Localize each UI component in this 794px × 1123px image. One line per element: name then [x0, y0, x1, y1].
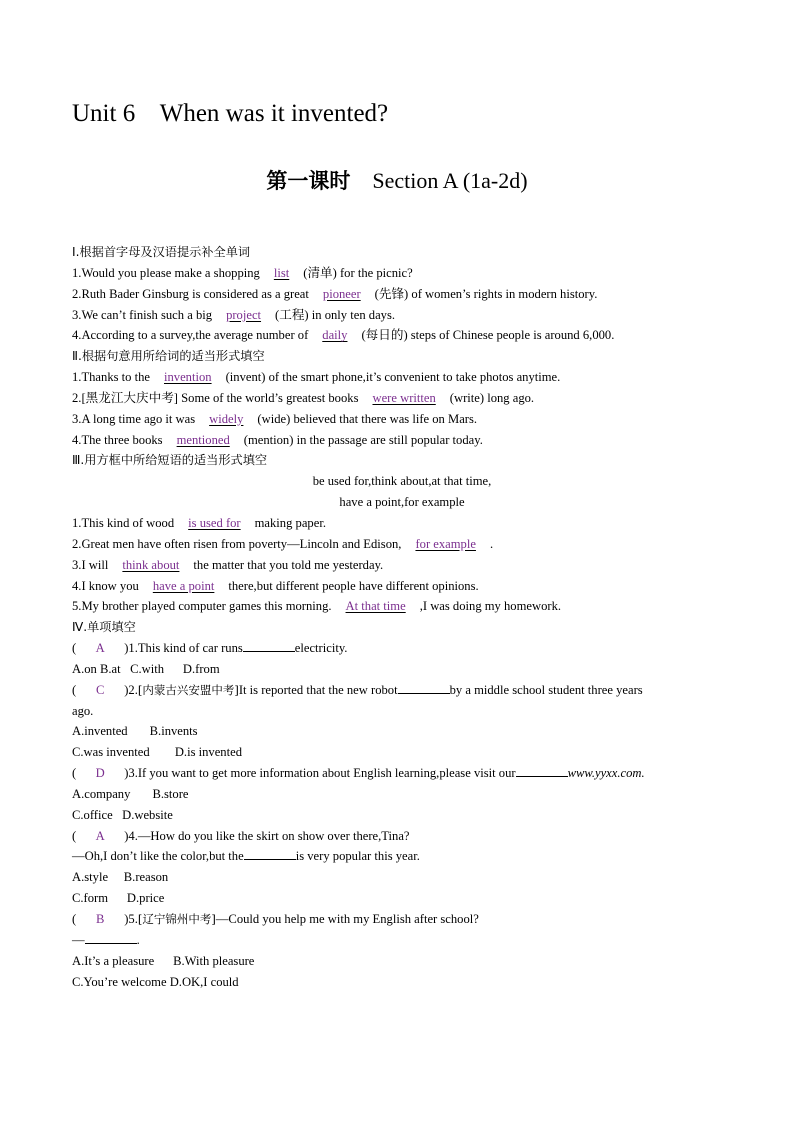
unit-title: Unit 6 When was it invented?: [72, 100, 389, 127]
answer: is used for: [188, 515, 241, 530]
blank: [398, 681, 450, 694]
part3-item-1: 1.This kind of wood is used for making paper.: [72, 513, 732, 534]
blank: [244, 847, 296, 860]
part3-item-5: 5.My brother played computer games this morning. At that time ,I was doing my homework.: [72, 596, 732, 617]
q3-stem: ( D )3.If you want to get more information about English learning,please visit our www.yyxx.com.: [72, 763, 732, 784]
answer-choice: A: [95, 828, 105, 843]
blank: [243, 639, 295, 652]
q2-options-2: C.was invented D.is invented: [72, 745, 242, 760]
answer: list: [273, 265, 290, 280]
part1-item-3: 3.We can’t finish such a big project (工程) in only ten days.: [72, 305, 732, 326]
q4-stem: ( A )4.—How do you like the skirt on show over there,Tina?: [72, 826, 732, 847]
lesson-title: [0, 165, 794, 195]
answer-choice: B: [96, 912, 105, 926]
part2-item-3: 3.A long time ago it was widely (wide) believed that there was life on Mars.: [72, 409, 732, 430]
q5-stem: ( B )5.[辽宁锦州中考]—Could you help me with my English after school?: [72, 909, 732, 930]
blank: [85, 931, 137, 944]
part3-item-3: 3.I will think about the matter that you told me yesterday.: [72, 555, 732, 576]
q2-stem: ( C )2.[内蒙古兴安盟中考]It is reported that the new robot by a middle school student three years: [72, 680, 732, 701]
part2-item-2: 2.[黑龙江大庆中考] Some of the world’s greatest books were written (write) long ago.: [72, 388, 732, 409]
word-box-line-1: be used for,think about,at that time,: [312, 474, 492, 489]
part2-heading: Ⅱ.根据句意用所给词的适当形式填空: [72, 349, 265, 364]
answer-choice: A: [95, 641, 105, 656]
answer: think about: [122, 557, 180, 572]
source-tag: [辽宁锦州中考]: [137, 912, 216, 926]
q2-stem-cont: ago.: [72, 703, 94, 718]
q4-stem-line2: —Oh,I don’t like the color,but the is very popular this year.: [72, 849, 420, 864]
source-tag: [内蒙古兴安盟中考]: [137, 682, 239, 697]
part1-item-2: 2.Ruth Bader Ginsburg is considered as a great pioneer (先锋) of women’s rights in modern history.: [72, 284, 732, 305]
q1-stem: ( A )1.This kind of car runs electricity.: [72, 638, 732, 659]
part2-item-4: 4.The three books mentioned (mention) in the passage are still popular today.: [72, 430, 732, 451]
q1-options: A.on B.at C.with D.from: [72, 661, 220, 676]
answer: invention: [164, 370, 212, 385]
q4-options-1: A.style B.reason: [72, 870, 169, 885]
answer: pioneer: [322, 286, 361, 301]
answer: At that time: [345, 599, 406, 614]
q4-options-2: C.form D.price: [72, 891, 165, 906]
part3-heading: Ⅲ.用方框中所给短语的适当形式填空: [72, 453, 268, 468]
website-text: www.yyxx.com.: [567, 766, 645, 781]
answer: have a point: [152, 578, 215, 593]
part3-item-2: 2.Great men have often risen from poverty—Lincoln and Edison, for example .: [72, 534, 732, 555]
lesson-title-en: Section A (1a-2d): [350, 168, 528, 193]
part3-item-4: 4.I know you have a point there,but different people have different opinions.: [72, 576, 732, 597]
lesson-title-cn: 第一课时: [266, 168, 351, 193]
part1-heading: Ⅰ.根据首字母及汉语提示补全单词: [72, 245, 251, 259]
answer: daily: [322, 328, 348, 343]
answer: for example: [415, 536, 476, 551]
answer: mentioned: [176, 432, 230, 447]
part4-heading: Ⅳ.单项填空: [72, 620, 136, 635]
q3-options-1: A.company B.store: [72, 786, 189, 801]
part1-item-1: 1.Would you please make a shopping list (清单) for the picnic?: [72, 263, 732, 284]
word-box-line-2: have a point,for example: [339, 495, 465, 510]
part2-item-1: 1.Thanks to the invention (invent) of the smart phone,it’s convenient to take photos anytime.: [72, 367, 732, 388]
answer-choice: D: [95, 766, 105, 781]
q5-stem-line2: — .: [72, 932, 140, 947]
exercise-content: [72, 242, 732, 992]
blank: [516, 764, 568, 777]
answer: were written: [372, 390, 436, 405]
answer-choice: C: [96, 682, 105, 697]
q5-options-1: A.It’s a pleasure B.With pleasure: [72, 953, 255, 968]
q2-options-1: A.invented B.invents: [72, 724, 198, 739]
answer: widely: [209, 411, 244, 426]
q3-options-2: C.office D.website: [72, 807, 173, 822]
answer: project: [226, 307, 262, 322]
part1-item-4: 4.According to a survey,the average number of daily (每日的) steps of Chinese people is around 6,000.: [72, 325, 732, 346]
q5-options-2: C.You’re welcome D.OK,I could: [72, 974, 239, 989]
